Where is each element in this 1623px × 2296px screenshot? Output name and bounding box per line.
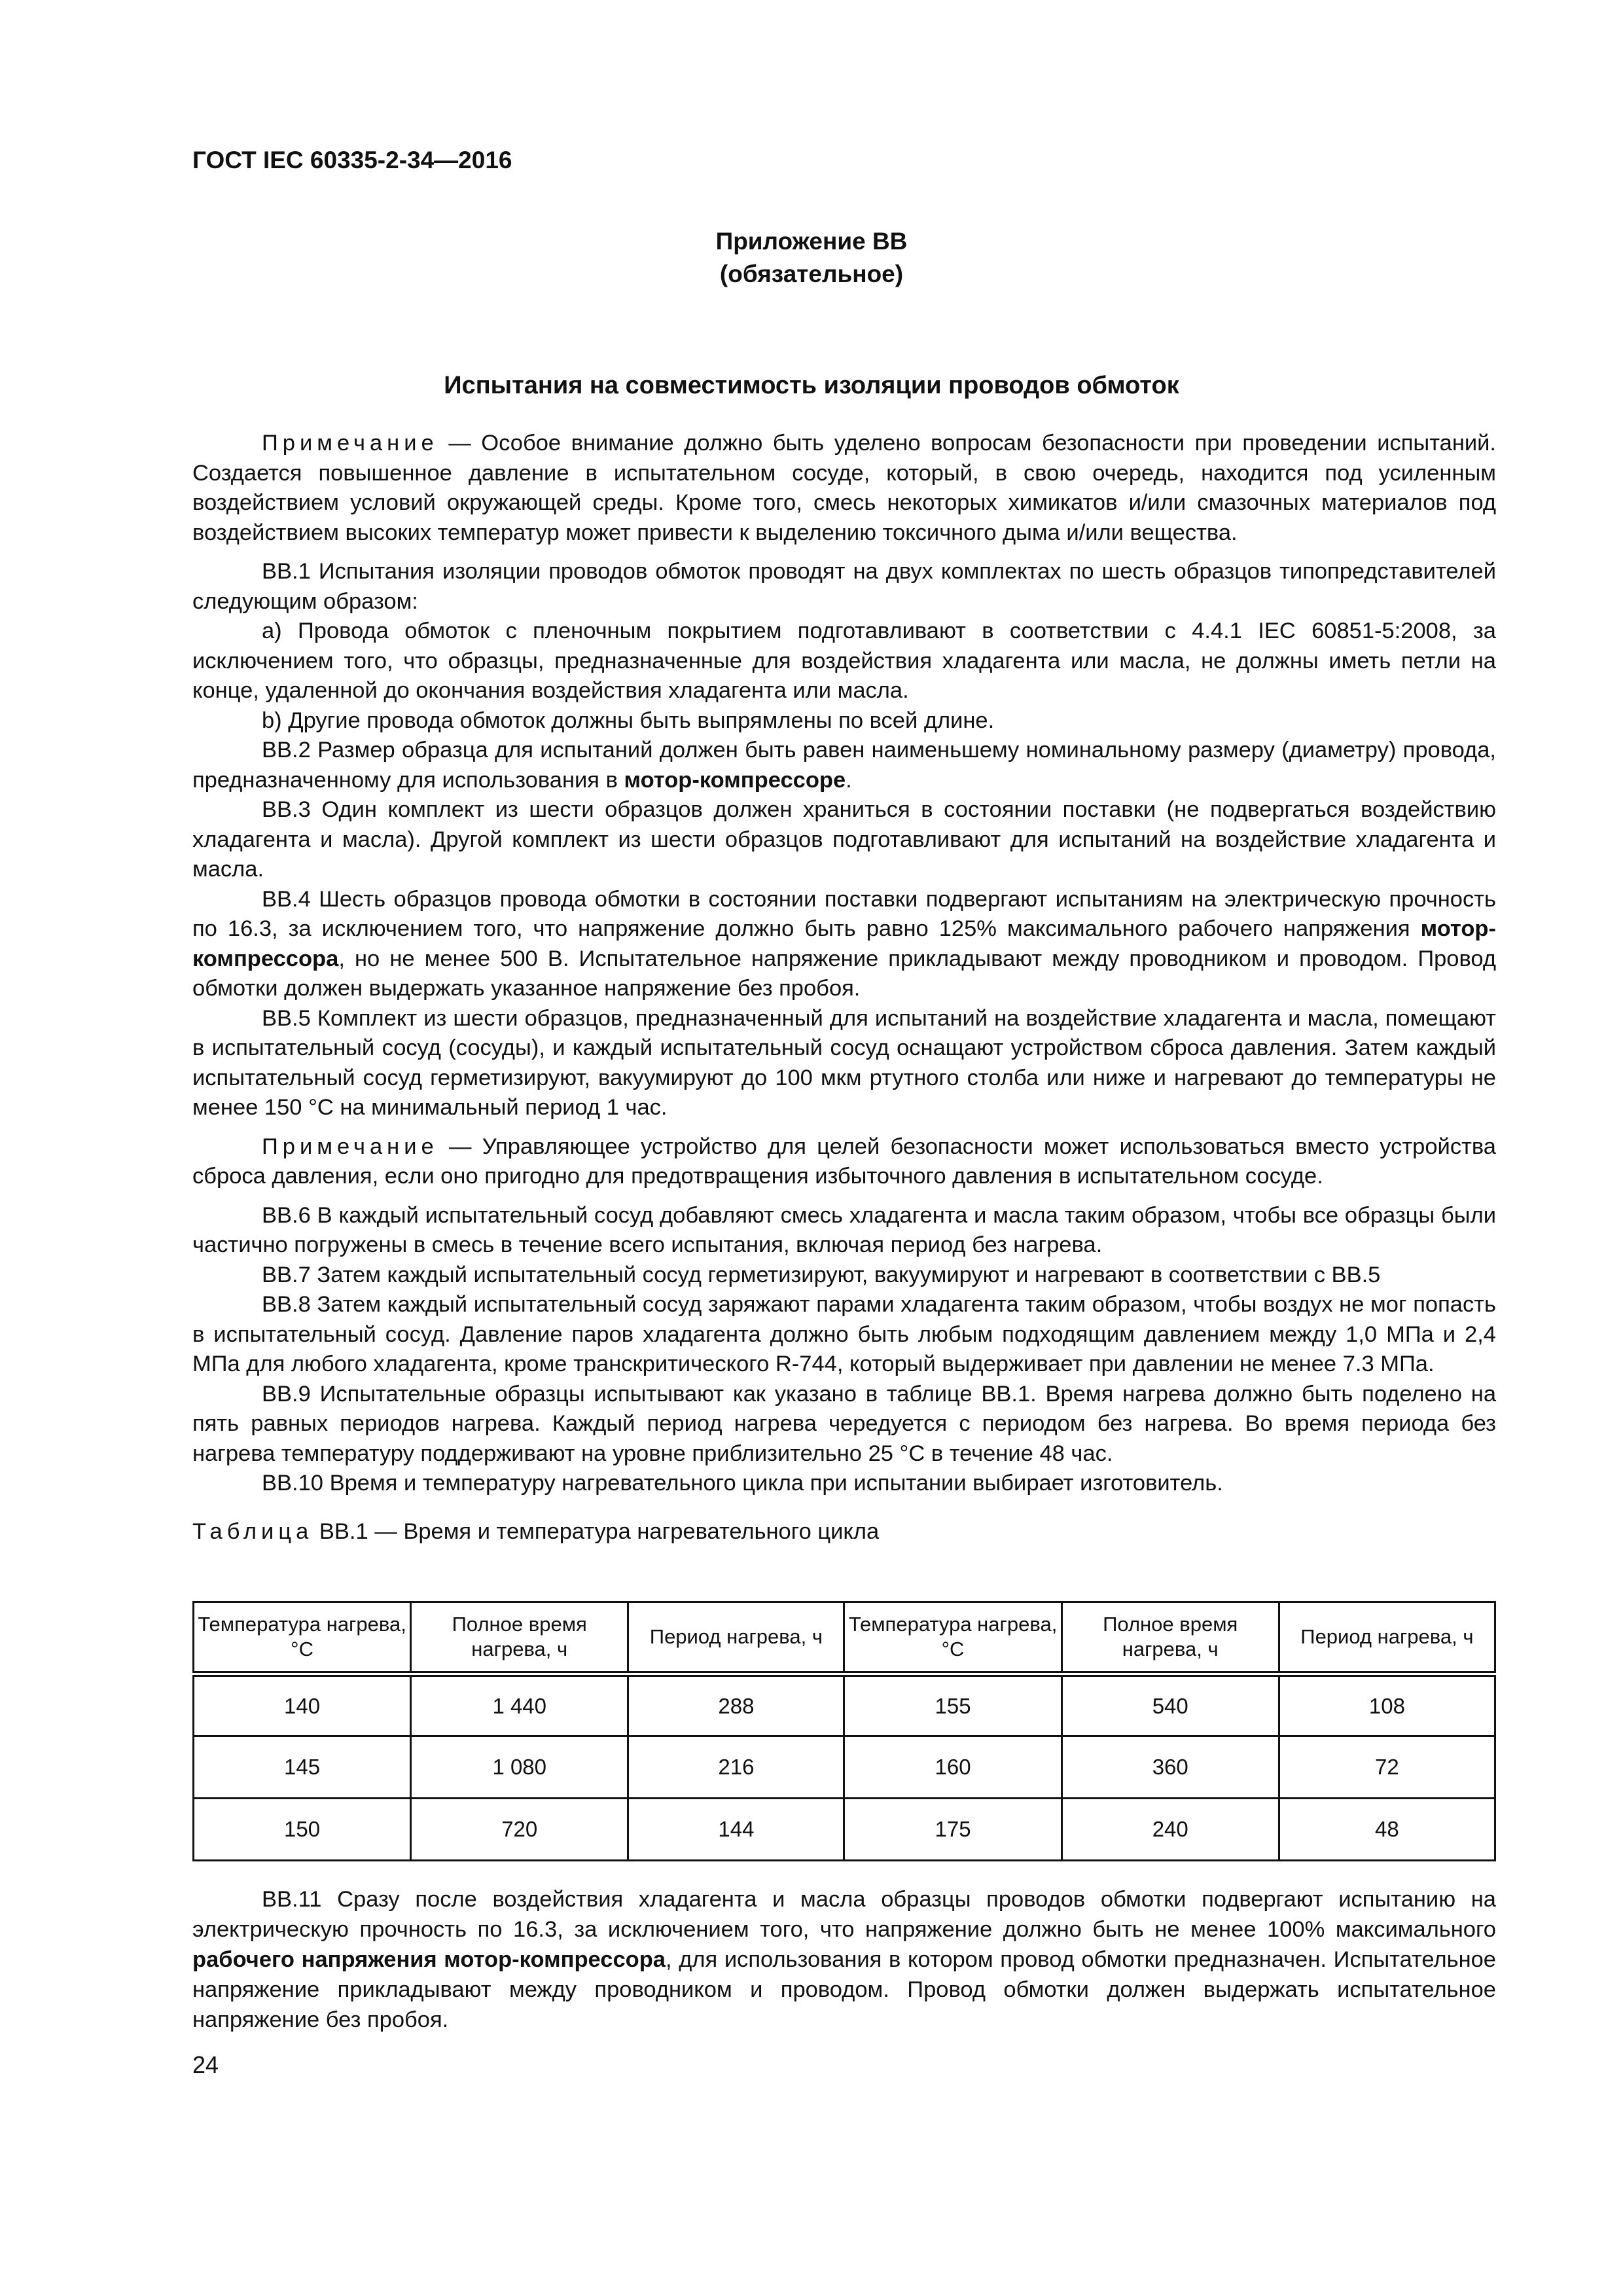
table-row	[194, 1674, 1495, 1736]
term-working-voltage: рабочего напряжения мотор-компрессора	[192, 1947, 666, 1972]
note-paragraph	[192, 1132, 1496, 1192]
table-cell: 360	[1061, 1736, 1279, 1799]
term-motor-compressor: мотор-компрессора	[192, 916, 1496, 971]
clause-bb2-end: .	[846, 767, 852, 793]
clause-bb1: ВВ.1 Испытания изоляции проводов обмоток проводят на двух комплектах по шесть образцов типопредставителей следующим образом:	[192, 559, 1496, 614]
clause-bb2-text: ВВ.2 Размер образца для испытаний должен быть равен наименьшему номинальному размеру (диаметру) провода, предназначенному для использования в	[192, 738, 1496, 793]
closing-text	[192, 1884, 1496, 2035]
section-title: Испытания на совместимость изоляции проводов обмоток	[444, 372, 1179, 399]
clause-bb4	[192, 885, 1496, 1004]
table-cell: 175	[844, 1799, 1061, 1861]
table-cell: 1 440	[411, 1674, 628, 1736]
table-cell: 240	[1061, 1799, 1279, 1861]
table-header-cell: Температура нагрева, °С	[844, 1602, 1061, 1674]
table-caption	[192, 1517, 1496, 1547]
page-number: 24	[192, 2051, 219, 2078]
clause-bb10: ВВ.10 Время и температуру нагревательного цикла при испытании выбирает изготовитель.	[262, 1471, 1223, 1496]
table-cell: 108	[1279, 1674, 1495, 1736]
clause-bb9: ВВ.9 Испытательные образцы испытывают как указано в таблице ВВ.1. Время нагрева должно быть поделено на пять равных периодов нагрева. Каждый период нагрева чередуется с периодом без нагрева. Во время периода без нагрева температуру поддерживают на уровне приблизительно 25 °С в течение 48 час.	[192, 1381, 1496, 1466]
table-cell: 150	[194, 1799, 411, 1861]
clause-bb5: ВВ.5 Комплект из шести образцов, предназначенный для испытаний на воздействие хладагента и масла, помещают в испытательный сосуд (сосуды), и каждый испытательный сосуд оснащают устройством сброса давления. Затем каждый испытательный сосуд герметизируют, вакуумируют до 100 мкм ртутного столба или ниже и нагревают до температуры не менее 150 °С на минимальный период 1 час.	[192, 1005, 1496, 1120]
table-caption-text: ВВ.1 — Время и температура нагревательного цикла	[313, 1518, 880, 1544]
table-row	[194, 1736, 1495, 1799]
table-cell: 155	[844, 1674, 1061, 1736]
annex-status: (обязательное)	[719, 260, 904, 287]
table-cell: 144	[628, 1799, 844, 1861]
table-cell: 540	[1061, 1674, 1279, 1736]
table-header-cell: Полное время нагрева, ч	[1061, 1602, 1279, 1674]
table-cell: 48	[1279, 1799, 1495, 1861]
table-caption-label: Таблица	[192, 1518, 313, 1544]
table-header-cell: Полное время нагрева, ч	[411, 1602, 628, 1674]
table-cell: 145	[194, 1736, 411, 1799]
table-cell: 216	[628, 1736, 844, 1799]
clause-bb11	[192, 1884, 1496, 2035]
table-header-cell: Период нагрева, ч	[1279, 1602, 1495, 1674]
table-cell: 1 080	[411, 1736, 628, 1799]
table-cell: 288	[628, 1674, 844, 1736]
term-motor-compressor: мотор-компрессоре	[624, 767, 846, 793]
table-cell: 72	[1279, 1736, 1495, 1799]
table-header-cell: Период нагрева, ч	[628, 1602, 844, 1674]
clause-bb8: ВВ.8 Затем каждый испытательный сосуд заряжают парами хладагента таким образом, чтобы воздух не мог попасть в испытательный сосуд. Давление паров хладагента должно быть любым подходящим давлением между 1,0 МПа и 2,4 МПа для любого хладагента, кроме транскритического R-744, который выдерживает при давлении не менее 7.3 МПа.	[192, 1292, 1496, 1376]
clause-bb7: ВВ.7 Затем каждый испытательный сосуд герметизируют, вакуумируют и нагревают в соответствии с ВВ.5	[262, 1262, 1381, 1287]
clause-bb4-end: , но не менее 500 В. Испытательное напряжение прикладывают между проводником и проводом. Провод обмотки должен выдержать указанное напряжение без пробоя.	[192, 946, 1496, 1001]
clause-bb2	[192, 736, 1496, 795]
clause-bb11-text: ВВ.11 Сразу после воздействия хладагента и масла образцы проводов обмотки подвергают испытанию на электрическую прочность по 16.3, за исключением того, что напряжение должно быть не менее 100% максимального	[192, 1887, 1496, 1942]
standard-header: ГОСТ IEC 60335-2-34—2016	[192, 147, 512, 173]
body-text	[192, 429, 1496, 1547]
clause-bb3: ВВ.3 Один комплект из шести образцов должен храниться в состоянии поставки (не подвергаться воздействию хладагента и масла). Другой комплект из шести образцов подготавливают для испытаний на воздействие хладагента и масла.	[192, 797, 1496, 882]
note-label: Примечание	[262, 431, 438, 456]
table-cell: 720	[411, 1799, 628, 1861]
clause-bb6: ВВ.6 В каждый испытательный сосуд добавляют смесь хладагента и масла таким образом, чтобы все образцы были частично погружены в смесь в течение всего испытания, включая период без нагрева.	[192, 1202, 1496, 1257]
annex-title: Приложение ВВ	[715, 228, 908, 255]
table-cell: 140	[194, 1674, 411, 1736]
clause-bb11-end: , для использования в котором провод обмотки предназначен. Испытательное напряжение прикладывают между проводником и проводом. Провод обмотки должен выдержать испытательное напряжение без пробоя.	[192, 1947, 1496, 2032]
annex-heading	[0, 225, 1623, 291]
table-header-row	[194, 1602, 1495, 1674]
note-text: — Особое внимание должно быть уделено вопросам безопасности при проведении испытаний. Создается повышенное давление в испытательном сосуде, который, в свою очередь, находится под усиленным воздействием условий окружающей среды. Кроме того, смесь некоторых химикатов и/или смазочных материалов под воздействием высоких температур может привести к выделению токсичного дыма и/или вещества.	[192, 431, 1496, 545]
clause-bb1-a: a) Провода обмоток с пленочным покрытием подготавливают в соответствии с 4.4.1 IEC 60851-5:2008, за исключением того, что образцы, предназначенные для воздействия хладагента или масла, не должны иметь петли на конце, удаленной до окончания воздействия хладагента или масла.	[192, 619, 1496, 703]
note-label: Примечание	[262, 1134, 438, 1159]
heating-cycle-table	[192, 1601, 1496, 1861]
note-paragraph	[192, 429, 1496, 548]
table-header-cell: Температура нагрева, °С	[194, 1602, 411, 1674]
clause-bb1-b: b) Другие провода обмоток должны быть выпрямлены по всей длине.	[262, 708, 995, 733]
note-text: — Управляющее устройство для целей безопасности может использоваться вместо устройства сброса давления, если оно пригодно для предотвращения избыточного давления в испытательном сосуде.	[192, 1134, 1496, 1189]
table-row	[194, 1799, 1495, 1861]
table-cell: 160	[844, 1736, 1061, 1799]
clause-bb4-text: ВВ.4 Шесть образцов провода обмотки в состоянии поставки подвергают испытаниям на электрическую прочность по 16.3, за исключением того, что напряжение должно быть равно 125% максимального рабочего напряжения	[192, 886, 1496, 941]
